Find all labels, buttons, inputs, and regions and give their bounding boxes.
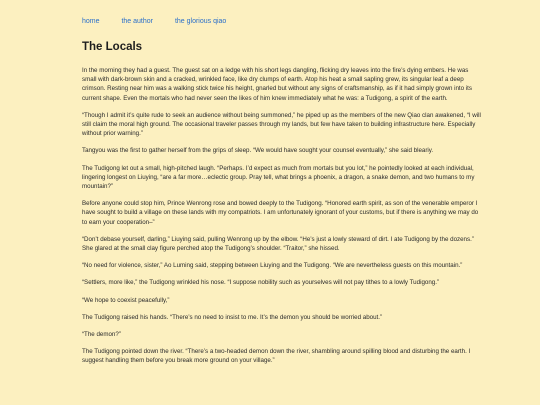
story-paragraph: Before anyone could stop him, Prince Wenrong rose and bowed deeply to the Tudigong. “Honored earth spirit, as son of the venerable emperor I have sought to build a village on these lands with my compatriots. I am unfortunately ignorant of your customs, but if there is anything we may do to earn your cooperation–” [82, 200, 479, 226]
page-title: The Locals [82, 41, 143, 53]
story-paragraph: “Though I admit it’s quite rude to seek an audience without being summoned,” he piped up as the members of the new Qiao clan awakened, “I will still claim the moral high ground. The occasional traveler passes through my lands, but few have taken to building infrastructure here. Especially without prior warning.” [82, 111, 481, 138]
story-paragraph: “The demon?” [82, 331, 121, 339]
top-nav [82, 0, 482, 35]
story-paragraph: The Tudigong raised his hands. “There’s no need to insist to me. It’s the demon you should be worried about.” [82, 313, 383, 321]
story-paragraph: The Tudigong let out a small, high-pitched laugh. “Perhaps. I’d expect as much from mortals but you lot,” he pointedly looked at each individual, lingering longest on Liuying, “are a far more…eclectic group. Pray tell, what brings a phoenix, a dragon, a snake demon, and two humans to my mountain?” [82, 164, 475, 191]
nav-link-the-glorious-qiao[interactable]: the glorious qiao [174, 18, 227, 25]
story-paragraph: “Don’t debase yourself, darling,” Liuying said, pulling Wenrong up by the elbow. “He’s just a lowly steward of dirt. I ate Tudigong by the dozens.” She glared at the small clay figure perched atop the Tudigong’s shoulder. “Traitor,” she hissed. [82, 235, 474, 253]
story-paragraph: “We hope to coexist peacefully,” [82, 296, 170, 304]
story-paragraph: In the morning they had a guest. The guest sat on a ledge with his short legs dangling, flicking dry leaves into the fire’s dying embers. He was small with dark-brown skin and a cracked, wrinkled face, like dry clumps of earth. Atop his heat a small sapling grew, its singular leaf a deep crimson. Resting near him was a walking stick twice his height, gnarled but without any signs of craftsmanship, as if it had simply grown into its current shape. Even the mortals who had never seen the likes of him knew immediately what he was: a Tudigong, a spirit of the earth. [82, 67, 472, 102]
story-paragraph: The Tudigong pointed down the river. “There’s a two-headed demon down the river, shambling around spilling blood and disturbing the earth. I suggest handling them before you break more ground on your village.” [82, 348, 471, 365]
nav-link-the-author[interactable]: the author [121, 18, 153, 25]
story-paragraph: “No need for violence, sister,” Ao Luming said, stepping between Liuying and the Tudigong. “We are nevertheless guests on this mountain.” [82, 262, 463, 270]
article-body [82, 66, 482, 366]
story-paragraph: Tangyou was the first to gather herself from the grips of sleep. “We would have sought your counsel eventually,” she said bleariy. [82, 147, 434, 155]
story-paragraph: “Settlers, more like,” the Tudigong wrinkled his nose. “I suppose nobility such as yourselves will not pay tithes to a lowly Tudigong.” [82, 279, 439, 287]
nav-link-home[interactable]: home [82, 18, 100, 25]
